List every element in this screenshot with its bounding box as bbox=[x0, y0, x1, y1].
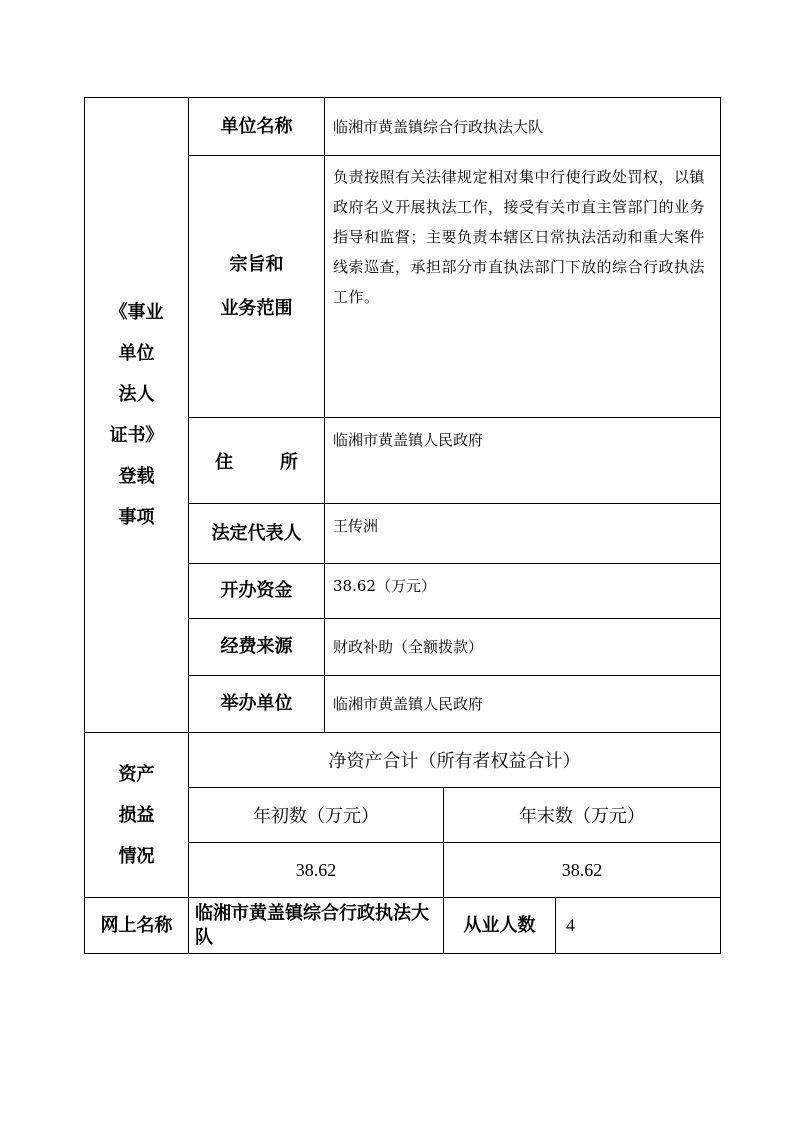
heading-line: 资产 bbox=[118, 763, 155, 785]
staff-count-value: 4 bbox=[556, 898, 721, 954]
unit-name-value: 临湘市黄盖镇综合行政执法大队 bbox=[325, 98, 721, 156]
end-of-year-value: 38.62 bbox=[444, 843, 721, 898]
begin-of-year-label: 年初数（万元） bbox=[189, 788, 444, 843]
registration-section-heading bbox=[85, 98, 189, 733]
legal-rep-value: 王传洲 bbox=[325, 504, 721, 564]
staff-count-label: 从业人数 bbox=[444, 898, 556, 954]
heading-line: 法人 bbox=[118, 384, 155, 405]
end-of-year-label: 年末数（万元） bbox=[444, 788, 721, 843]
heading-line: 单位 bbox=[118, 343, 155, 364]
heading-line: 登载 bbox=[118, 466, 155, 487]
heading-line: 情况 bbox=[118, 845, 155, 867]
legal-rep-label: 法定代表人 bbox=[189, 504, 325, 564]
unit-name-label: 单位名称 bbox=[189, 98, 325, 156]
residence-label-char: 住 bbox=[215, 451, 233, 473]
funding-value: 财政补助（全额拨款） bbox=[325, 619, 721, 676]
capital-value: 38.62（万元） bbox=[325, 564, 721, 619]
purpose-scope-label bbox=[189, 156, 325, 418]
heading-line: 证书》 bbox=[109, 425, 164, 446]
registration-table bbox=[84, 97, 721, 954]
residence-value: 临湘市黄盖镇人民政府 bbox=[325, 418, 721, 504]
residence-label bbox=[189, 418, 325, 504]
heading-line: 损益 bbox=[118, 804, 155, 826]
online-name-label: 网上名称 bbox=[85, 898, 189, 954]
purpose-label-line: 宗旨和 bbox=[229, 253, 284, 275]
online-name-value: 临湘市黄盖镇综合行政执法大队 bbox=[189, 898, 444, 954]
residence-label-char: 所 bbox=[280, 451, 298, 473]
heading-line: 事项 bbox=[118, 507, 155, 528]
funding-label: 经费来源 bbox=[189, 619, 325, 676]
heading-line: 《事业 bbox=[109, 302, 164, 323]
purpose-scope-value: 负责按照有关法律规定相对集中行使行政处罚权，以镇政府名义开展执法工作，接受有关市直主管部门的业务指导和监督；主要负责本辖区日常执法活动和重大案件线索巡查，承担部分市直执法部门下放的综合行政执法工作。 bbox=[325, 156, 721, 418]
net-assets-label: 净资产合计（所有者权益合计） bbox=[189, 733, 721, 788]
sponsor-label: 举办单位 bbox=[189, 676, 325, 733]
sponsor-value: 临湘市黄盖镇人民政府 bbox=[325, 676, 721, 733]
purpose-label-line: 业务范围 bbox=[220, 297, 293, 319]
begin-of-year-value: 38.62 bbox=[189, 843, 444, 898]
capital-label: 开办资金 bbox=[189, 564, 325, 619]
assets-section-heading bbox=[85, 733, 189, 898]
